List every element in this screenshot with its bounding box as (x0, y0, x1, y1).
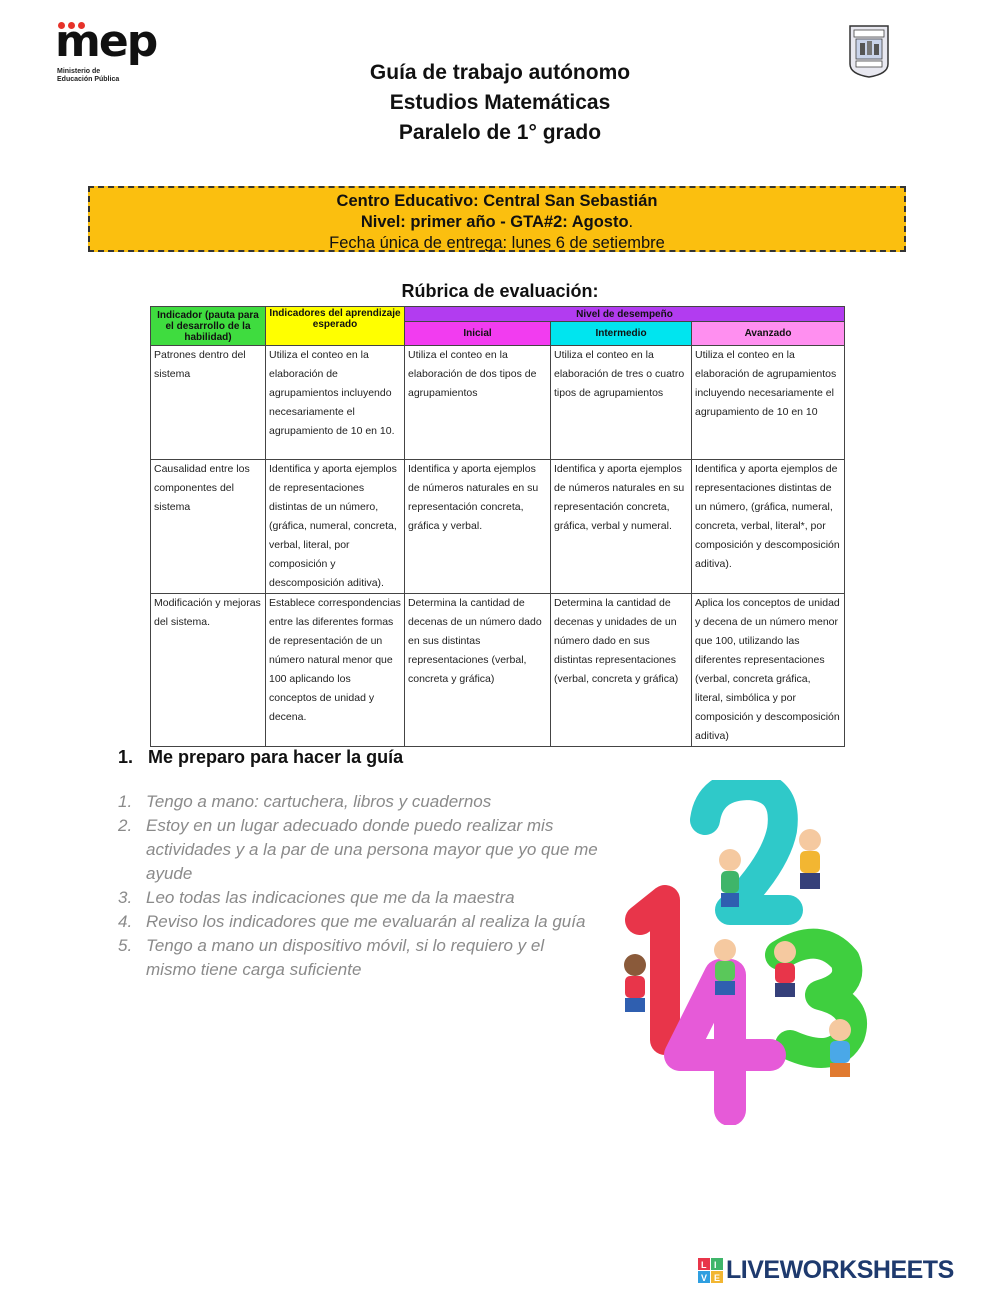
row-initial: Identifica y aporta ejemplos de números naturales en su representación concreta, gráfica y verbal. (405, 460, 551, 594)
header-initial: Inicial (405, 322, 551, 346)
list-item: 4. Reviso los indicadores que me evaluarán al realiza la guía (118, 912, 586, 931)
due-date: Fecha única de entrega: lunes 6 de setiembre (329, 234, 665, 252)
list-item: 1. Tengo a mano: cartuchera, libros y cuadernos (118, 792, 492, 811)
row-indicator: Causalidad entre los componentes del sistema (151, 460, 266, 594)
svg-text:V: V (701, 1273, 708, 1283)
preparation-checklist (118, 790, 598, 982)
header-advanced: Avanzado (692, 322, 845, 346)
school-crest-icon (848, 24, 890, 78)
table-row (151, 460, 845, 594)
header-indicator: Indicador (pauta para el desarrollo de la habilidad) (151, 307, 266, 346)
header-intermediate: Intermedio (551, 322, 692, 346)
mep-logo (55, 16, 157, 92)
school-info-box (88, 186, 906, 252)
table-row (151, 594, 845, 747)
row-advanced: Utiliza el conteo en la elaboración de agrupamientos incluyendo necesariamente el agrupamiento de 10 en 10 (692, 346, 845, 460)
kids-numbers-illustration (610, 780, 880, 1125)
row-advanced: Aplica los conceptos de unidad y decena de un número menor que 100, utilizando las diferentes representaciones (verbal, concreta gráfica, literal, simbólica y por composición y descomposición aditiva) (692, 594, 845, 747)
live-badge-icon (698, 1258, 724, 1284)
rubric-title: Rúbrica de evaluación: (401, 281, 599, 301)
row-initial: Determina la cantidad de decenas de un número dado en sus distintas representaciones (verbal, concreta y gráfica) (405, 594, 551, 747)
row-initial: Utiliza el conteo en la elaboración de dos tipos de agrupamientos (405, 346, 551, 460)
header-performance: Nivel de desempeño (405, 307, 845, 322)
row-expected: Utiliza el conteo en la elaboración de agrupamientos incluyendo necesariamente el agrupamiento de 10 en 10. (266, 346, 405, 460)
row-expected: Identifica y aporta ejemplos de representaciones distintas de un número, (gráfica, numeral, concreta, verbal, literal, por composición y descomposición aditiva). (266, 460, 405, 594)
list-item: 2. Estoy en un lugar adecuado donde puedo realizar mis actividades y a la par de una persona mayor que yo que me ayude (118, 816, 598, 883)
logo-word: mep (55, 16, 157, 67)
svg-text:I: I (714, 1260, 717, 1270)
row-indicator: Patrones dentro del sistema (151, 346, 266, 460)
row-indicator: Modificación y mejoras del sistema. (151, 594, 266, 747)
school-name: Centro Educativo: Central San Sebastián (336, 192, 658, 210)
liveworksheets-logo (698, 1256, 998, 1286)
child-figure (719, 849, 741, 907)
row-intermediate: Determina la cantidad de decenas y unidades de un número dado en sus distintas representaciones (verbal, concreta y gráfica) (551, 594, 692, 747)
section-heading: 1. Me preparo para hacer la guía (118, 747, 404, 767)
page-title: Guía de trabajo autónomo Estudios Matemáticas Paralelo de 1° grado (369, 61, 631, 144)
rubric-table (150, 306, 845, 747)
table-row (151, 346, 845, 460)
list-item: 5. Tengo a mano un dispositivo móvil, si lo requiero y el mismo tiene carga suficiente (118, 936, 545, 979)
header-expected: Indicadores del aprendizaje esperado (266, 307, 405, 346)
level-line: Nivel: primer año - GTA#2: Agosto. (360, 213, 634, 231)
row-intermediate: Identifica y aporta ejemplos de números naturales en su representación concreta, gráfica, verbal y numeral. (551, 460, 692, 594)
row-expected: Establece correspondencias entre las diferentes formas de representación de un número natural menor que 100 aplicando los conceptos de unidad y decena. (266, 594, 405, 747)
logo-subtitle: Ministerio de Educación Pública (57, 68, 120, 83)
svg-text:L: L (701, 1260, 707, 1270)
list-item: 3. Leo todas las indicaciones que me da la maestra (118, 888, 515, 907)
row-advanced: Identifica y aporta ejemplos de representaciones distintas de un número, (gráfica, numeral, concreta, verbal, literal*, por composición y descomposición aditiva). (692, 460, 845, 594)
brand-name: LIVEWORKSHEETS (726, 1256, 954, 1284)
svg-text:E: E (714, 1273, 721, 1283)
row-intermediate: Utiliza el conteo en la elaboración de tres o cuatro tipos de agrupamientos (551, 346, 692, 460)
